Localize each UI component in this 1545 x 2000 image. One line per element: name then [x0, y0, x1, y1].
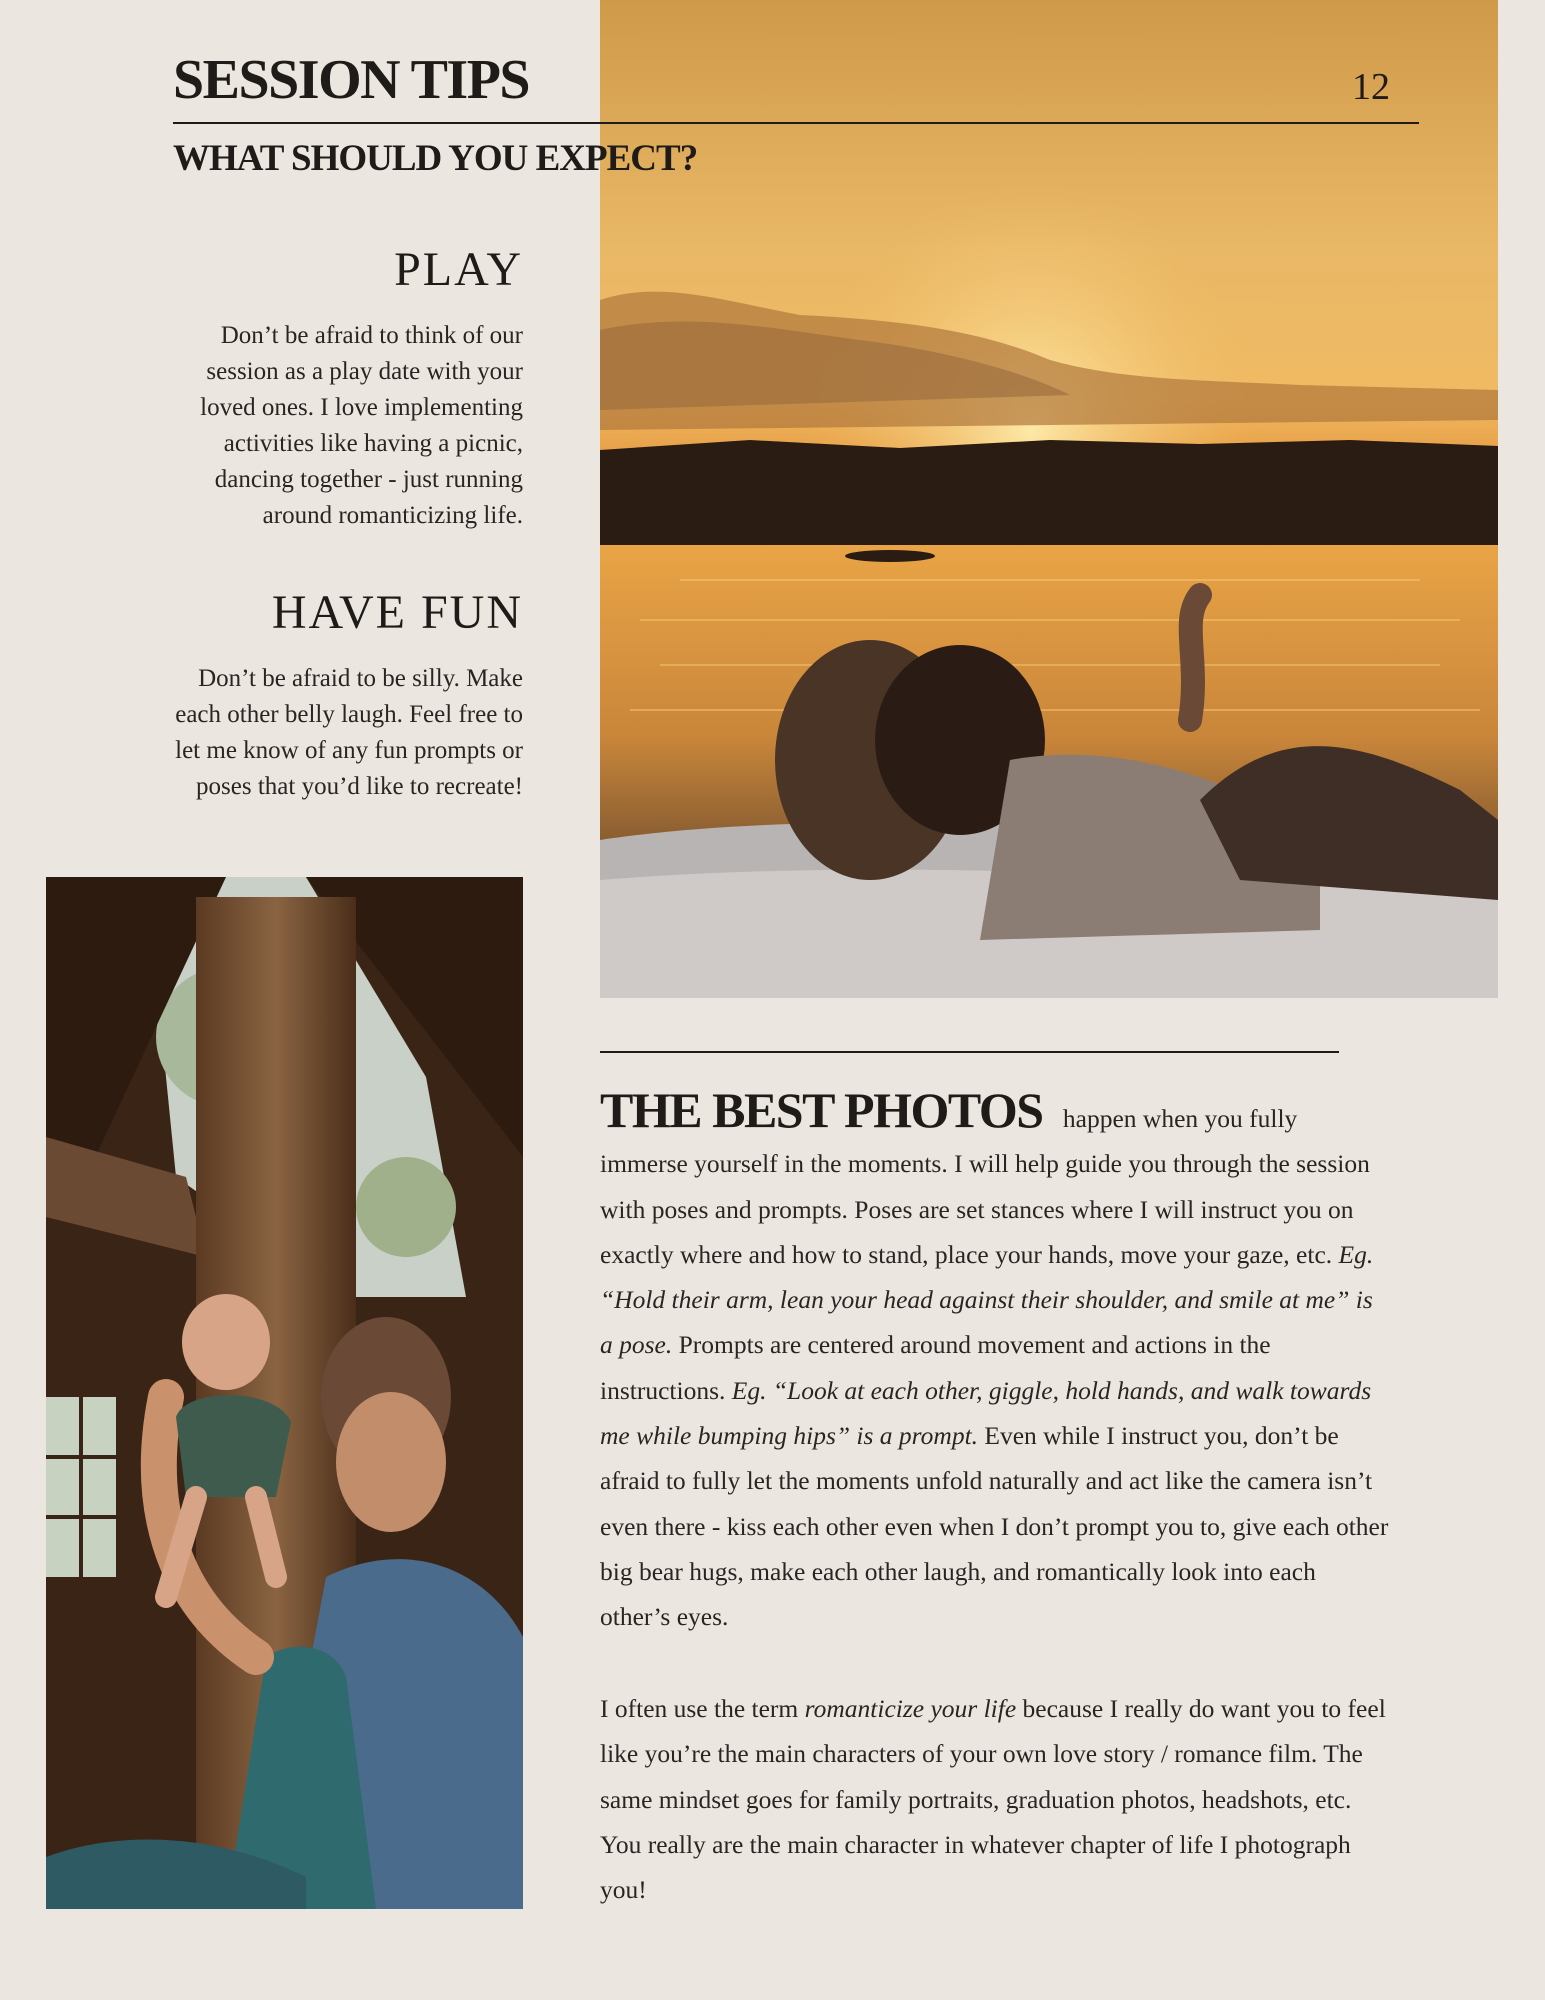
page-title: SESSION TIPS — [173, 49, 530, 111]
prompt-example: Eg. “Look at each other, giggle, hold hands, and walk towards me while bumping hips” is a prompt. — [600, 1375, 1372, 1451]
have-fun-body: Don’t be afraid to be silly. Make each other belly laugh. Feel free to let me know of any fun prompts or poses that you’d like to recreate! — [175, 665, 523, 800]
best-photos-paragraph — [600, 1082, 1390, 1640]
page-subtitle: WHAT SHOULD YOU EXPECT? — [173, 138, 698, 179]
closing-paragraph — [600, 1686, 1390, 1912]
best-photos-text-3: Even while I instruct you, don’t be afraid to fully let the moments unfold naturally and act like the camera isn’t even there - kiss each other even when I don’t prompt you to, give each other big bear hugs, make each other laugh, and romantically look into each other’s eyes. — [600, 1421, 1389, 1632]
best-photos-lead: THE BEST PHOTOS — [600, 1082, 1043, 1138]
header-divider — [173, 122, 1419, 124]
closing-emphasis: romanticize your life — [804, 1694, 1017, 1723]
play-heading: PLAY — [394, 243, 523, 296]
have-fun-heading: HAVE FUN — [271, 586, 523, 639]
page-number: 12 — [1352, 66, 1390, 108]
best-photos-text-2: Prompts are centered around movement and actions in the instructions. — [600, 1330, 1271, 1405]
play-body: Don’t be afraid to think of our session as a play date with your loved ones. I love implementing activities like having a picnic, dancing together - just running around romanticizing life. — [200, 322, 523, 529]
section-divider — [600, 1051, 1339, 1053]
best-photos-text-1: happen when you fully immerse yourself in the moments. I will help guide you through the session with poses and prompts. Poses are set stances where I will instruct you on exactly where and how to stand, place your hands, move your gaze, etc. — [600, 1104, 1370, 1269]
family-treehouse-photo — [46, 877, 523, 1909]
closing-text-2: because I really do want you to feel like you’re the main characters of your own love story / romance film. The same mindset goes for family portraits, graduation photos, headshots, etc. You really are the main character in whatever chapter of life I photograph you! — [600, 1694, 1386, 1905]
sunset-couple-photo — [600, 0, 1498, 998]
closing-text-1: I often use the term — [600, 1694, 799, 1723]
pose-example: Eg. “Hold their arm, lean your head against their shoulder, and smile at me” is a pose. — [600, 1239, 1374, 1360]
